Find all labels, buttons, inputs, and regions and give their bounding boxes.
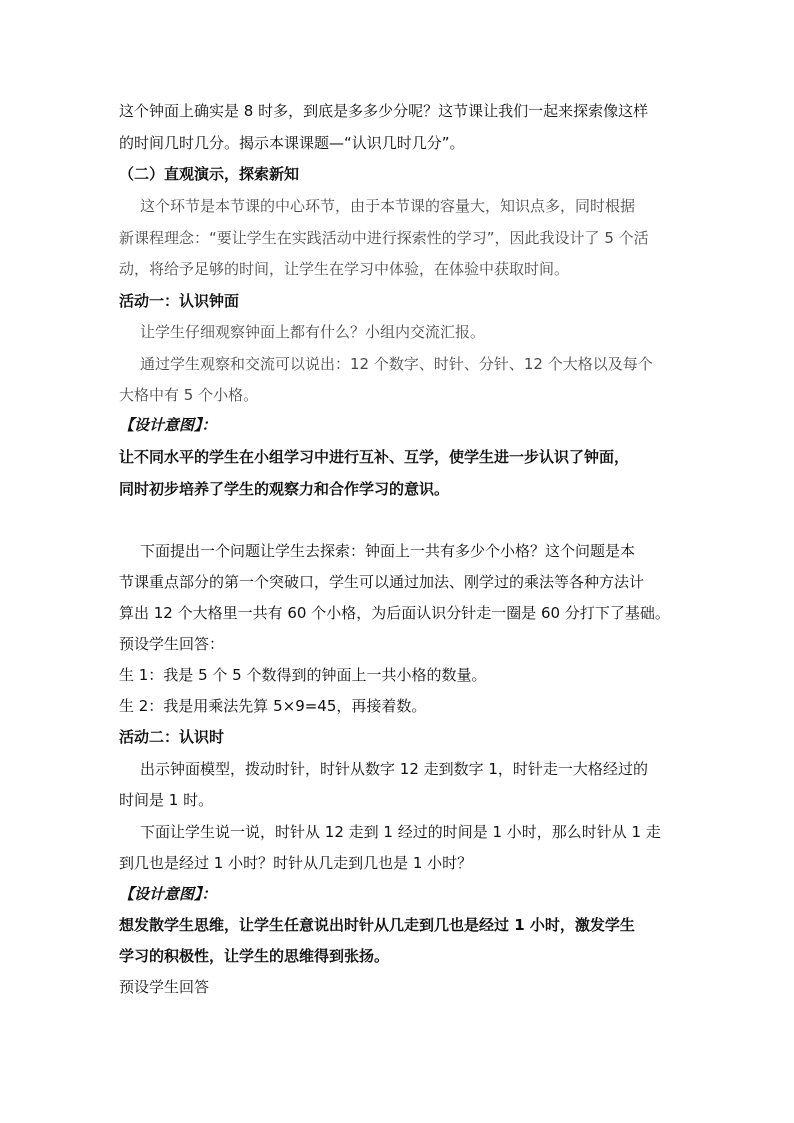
student-answer: 生 2：我是用乘法先算 5×9=45，再接着数。: [119, 697, 427, 715]
body-line: 大格中有 5 个小格。: [119, 386, 259, 404]
body-line: 出示钟面模型，拨动时针，时针从数字 12 走到数字 1，时针走一大格经过的: [140, 760, 648, 778]
body-line: 的时间几时几分。揭示本课课题—“认识几时几分”。: [119, 134, 465, 152]
body-line: 算出 12 个大格里一共有 60 个小格，为后面认识分针走一圈是 60 分打下了基础。: [119, 604, 670, 622]
design-intent-label: 【设计意图】：: [119, 885, 217, 903]
body-line: 预设学生回答：: [119, 635, 225, 653]
body-line: 让学生仔细观察钟面上都有什么？小组内交流汇报。: [140, 323, 486, 341]
activity-heading: 活动二：认识时: [119, 728, 225, 746]
body-line: 通过学生观察和交流可以说出：12 个数字、时针、分针、12 个大格以及每个: [140, 355, 653, 373]
body-line: 时间是 1 时。: [119, 791, 214, 809]
body-line: 这个环节是本节课的中心环节，由于本节课的容量大，知识点多，同时根据: [140, 197, 636, 215]
student-answer: 生 1：我是 5 个 5 个数得到的钟面上一共小格的数量。: [119, 666, 487, 684]
design-intent-label: 【设计意图】：: [119, 416, 217, 434]
activity-heading: 活动一：认识钟面: [119, 292, 240, 310]
intent-text: 学习的积极性，让学生的思维得到张扬。: [119, 947, 390, 965]
body-line: 动，将给予足够的时间，让学生在学习中体验，在体验中获取时间。: [119, 260, 570, 278]
body-line: 预设学生回答: [119, 978, 210, 996]
body-line: 下面提出一个问题让学生去探索：钟面上一共有多少个小格？这个问题是本: [140, 542, 636, 560]
body-line: 到几也是经过 1 小时？时针从几走到几也是 1 小时？: [119, 854, 473, 872]
section-heading: （二）直观演示，探索新知: [119, 165, 300, 183]
body-line: 这个钟面上确实是 8 时多，到底是多多少分呢？这节课让我们一起来探索像这样: [119, 102, 649, 120]
body-line: 下面让学生说一说，时针从 12 走到 1 经过的时间是 1 小时，那么时针从 1 走: [140, 823, 661, 841]
intent-text: 想发散学生思维，让学生任意说出时针从几走到几也是经过 1 小时，激发学生: [119, 916, 635, 934]
intent-text: 同时初步培养了学生的观察力和合作学习的意识。: [119, 480, 450, 498]
body-line: 节课重点部分的第一个突破口，学生可以通过加法、刚学过的乘法等各种方法计: [119, 573, 645, 591]
intent-text: 让不同水平的学生在小组学习中进行互补、互学，使学生进一步认识了钟面，: [119, 448, 630, 466]
body-line: 新课程理念：“要让学生在实践活动中进行探索性的学习”，因此我设计了 5 个活: [119, 229, 649, 247]
